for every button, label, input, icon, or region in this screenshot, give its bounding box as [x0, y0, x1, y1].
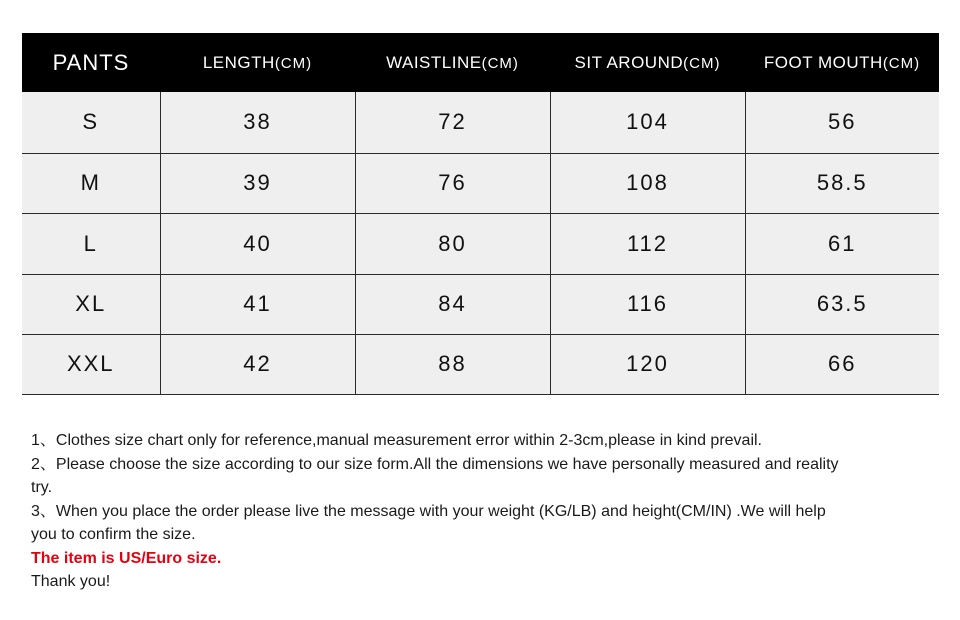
- length-cell: 42: [160, 334, 355, 394]
- size-cell: M: [22, 153, 160, 213]
- header-length: LENGTH(CM): [202, 52, 313, 72]
- sit-around-cell: 116: [550, 274, 745, 334]
- length-cell: 40: [160, 213, 355, 274]
- sit-around-cell: 120: [550, 334, 745, 394]
- table-header-row: [22, 33, 939, 92]
- table-row: [22, 274, 939, 334]
- waistline-cell: 84: [355, 274, 550, 334]
- header-pants: PANTS: [52, 49, 130, 75]
- sit-around-cell: 108: [550, 153, 745, 213]
- sit-around-cell: 112: [550, 213, 745, 274]
- note-thanks: Thank you!: [31, 573, 111, 590]
- size-notes: [31, 429, 851, 594]
- sit-around-cell: 104: [550, 92, 745, 153]
- note-size-form: 2、Please choose the size according to our size form.All the dimensions we have personally measured and reality try.: [31, 455, 839, 496]
- foot-mouth-cell: 56: [745, 92, 939, 153]
- size-cell: L: [22, 213, 160, 274]
- header-waistline: WAISTLINE(CM): [386, 52, 519, 72]
- size-chart-table: [22, 33, 939, 395]
- note-us-euro-size: The item is US/Euro size.: [31, 549, 222, 567]
- waistline-cell: 76: [355, 153, 550, 213]
- foot-mouth-cell: 61: [745, 213, 939, 274]
- size-cell: XL: [22, 274, 160, 334]
- header-foot-mouth: FOOT MOUTH(CM): [763, 52, 921, 72]
- length-cell: 38: [160, 92, 355, 153]
- foot-mouth-cell: 66: [745, 334, 939, 394]
- note-order-message: 3、When you place the order please live the message with your weight (KG/LB) and height(CM/IN) .We will help you to confirm the size.: [31, 502, 826, 543]
- table-row: [22, 213, 939, 274]
- table-row: [22, 92, 939, 153]
- header-sit-around: SIT AROUND(CM): [574, 52, 721, 72]
- waistline-cell: 88: [355, 334, 550, 394]
- foot-mouth-cell: 58.5: [745, 153, 939, 213]
- length-cell: 39: [160, 153, 355, 213]
- foot-mouth-cell: 63.5: [745, 274, 939, 334]
- table-row: [22, 153, 939, 213]
- size-cell: XXL: [22, 334, 160, 394]
- table-row: [22, 334, 939, 394]
- waistline-cell: 72: [355, 92, 550, 153]
- waistline-cell: 80: [355, 213, 550, 274]
- note-reference: 1、Clothes size chart only for reference,manual measurement error within 2-3cm,please in kind prevail.: [31, 432, 762, 449]
- length-cell: 41: [160, 274, 355, 334]
- size-cell: S: [22, 92, 160, 153]
